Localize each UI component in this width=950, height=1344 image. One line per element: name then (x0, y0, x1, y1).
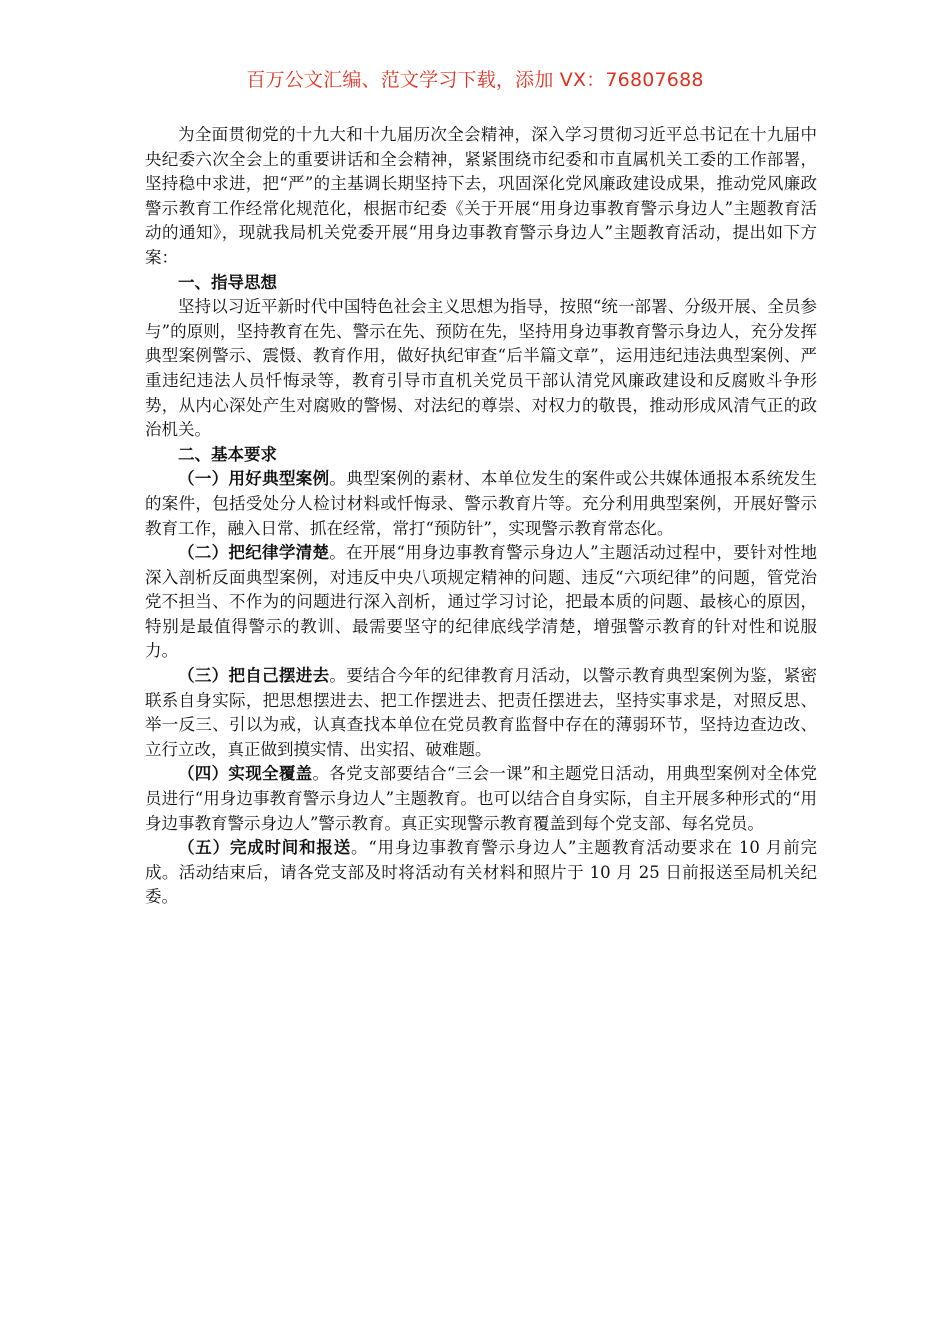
requirement-paragraph-1 (145, 467, 817, 541)
requirement-paragraph-3 (145, 664, 817, 762)
requirement-label-2: （二）把纪律学清楚 (178, 543, 330, 563)
requirement-paragraph-4 (145, 762, 817, 836)
requirement-label-4: （四）实现全覆盖 (178, 764, 313, 784)
requirement-label-5: （五）完成时间和报送 (178, 838, 352, 858)
requirement-text-5: 。“用身边事教育警示身边人”主题教育活动要求在 10 月前完成。活动结束后，请各党支部及时将活动有关材料和照片于 10 月 25 日前报送至局机关纪委。 (145, 838, 818, 907)
section-heading-guiding-ideology: 一、指导思想 (178, 272, 277, 292)
requirement-label-3: （三）把自己摆进去 (178, 666, 330, 686)
requirement-paragraph-5 (145, 836, 817, 910)
requirement-paragraph-2 (145, 541, 817, 664)
intro-paragraph: 为全面贯彻党的十九大和十九届历次全会精神，深入学习贯彻习近平总书记在十九届中央纪委六次全会上的重要讲话和全会精神，紧紧围绕市纪委和市直属机关工委的工作部署，坚持稳中求进，把“严”的主基调长期坚持下去，巩固深化党风廉政建设成果，推动党风廉政警示教育工作经常化规范化，根据市纪委《关于开展“用身边事教育警示身边人”主题教育活动的通知》，现就我局机关党委开展“用身边事教育警示身边人”主题教育活动，提出如下方案： (145, 125, 817, 267)
requirement-text-3: 。要结合今年的纪律教育月活动，以警示教育典型案例为鉴，紧密联系自身实际，把思想摆进去、把工作摆进去、把责任摆进去，坚持实事求是，对照反思、举一反三、引以为戒，认真查找本单位在党员教育监督中存在的薄弱环节，坚持边查边改、立行立改，真正做到摸实情、出实招、破难题。 (145, 666, 818, 759)
section-heading-basic-requirements: 二、基本要求 (178, 444, 277, 464)
requirement-text-1: 。典型案例的素材、本单位发生的案件或公共媒体通报本系统发生的案件，包括受处分人检讨材料或忏悔录、警示教育片等。充分利用典型案例，开展好警示教育工作，融入日常、抓在经常，常打“预防针”，实现警示教育常态化。 (145, 469, 818, 538)
document-body (145, 123, 817, 910)
guiding-ideology-paragraph: 坚持以习近平新时代中国特色社会主义思想为指导，按照“统一部署、分级开展、全员参与”的原则，坚持教育在先、警示在先、预防在先，坚持用身边事教育警示身边人，充分发挥典型案例警示、震慑、教育作用，做好执纪审查“后半篇文章”，运用违纪违法典型案例、严重违纪违法人员忏悔录等，教育引导市直机关党员干部认清党风廉政建设和反腐败斗争形势，从内心深处产生对腐败的警惕、对法纪的尊崇、对权力的敬畏，推动形成风清气正的政治机关。 (145, 297, 817, 440)
page-header-banner: 百万公文汇编、范文学习下载，添加 VX：76807688 (246, 69, 704, 91)
requirement-text-2: 。在开展“用身边事教育警示身边人”主题活动过程中，要针对性地深入剖析反面典型案例，对违反中央八项规定精神的问题、违反“六项纪律”的问题，管党治党不担当、不作为的问题进行深入剖析，通过学习讨论，把最本质的问题、最核心的原因，特别是最值得警示的教训、最需要坚守的纪律底线学清楚，增强警示教育的针对性和说服力。 (145, 543, 818, 661)
requirement-text-4: 。各党支部要结合“三会一课”和主题党日活动，用典型案例对全体党员进行“用身边事教育警示身边人”主题教育。也可以结合自身实际，自主开展多种形式的“用身边事教育警示身边人”警示教育。真正实现警示教育覆盖到每个党支部、每名党员。 (145, 764, 818, 833)
requirement-label-1: （一）用好典型案例 (178, 469, 330, 489)
